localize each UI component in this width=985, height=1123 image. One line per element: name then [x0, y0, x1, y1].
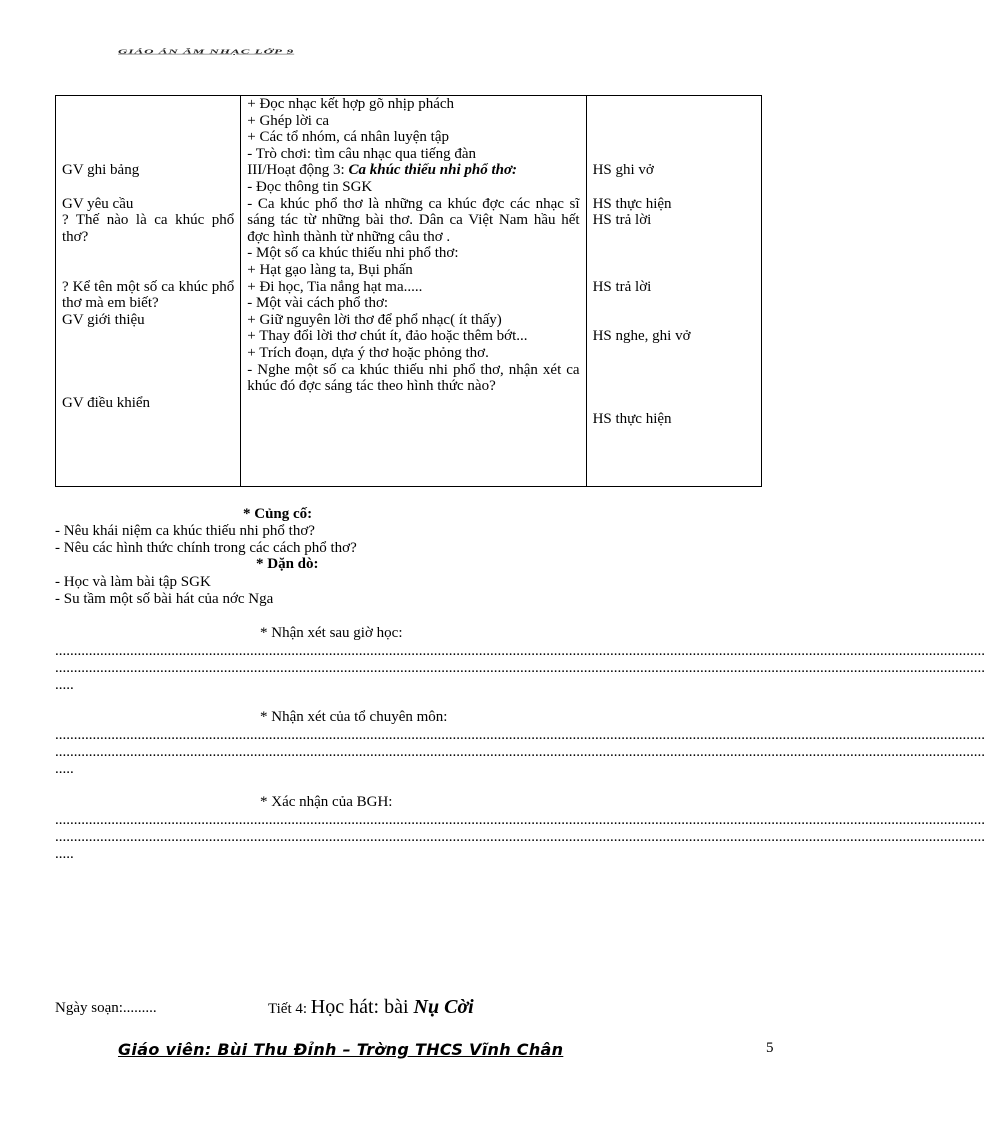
list-item: + Các tổ nhóm, cá nhân luyện tập: [247, 129, 449, 146]
list-item: - Một vài cách phổ thơ:: [247, 295, 389, 312]
list-item: + Đi học, Tia nắng hạt ma.....: [247, 278, 423, 295]
table-cell: GV điều khiển: [62, 394, 151, 411]
student-activity-column: [586, 96, 761, 487]
consolidation-title: * Củng cố:: [243, 506, 313, 522]
dotted-line: ........................................................................................................................................................................................................................................................: [55, 643, 985, 659]
homework-item: - Su tầm một số bài hát của nớc Nga: [55, 591, 274, 607]
list-item: - Ca khúc phổ thơ là những ca khúc đợc các nhạc sĩ sáng tác từ những bài thơ. Dân ca Việt Nam hầu hết đợc hình thành từ những câu thơ .: [247, 195, 580, 245]
lesson-table: [55, 95, 762, 487]
table-cell: ? Kể tên một số ca khúc phổ thơ mà em biết?: [62, 278, 235, 312]
homework-title: * Dặn dò:: [256, 556, 319, 572]
dotted-line: ........................................................................................................................................................................................................................................................: [55, 812, 985, 828]
consolidation-item: - Nêu các hình thức chính trong các cách phổ thơ?: [55, 540, 357, 556]
list-item: + Đọc nhạc kết hợp gõ nhịp phách: [247, 96, 455, 112]
table-cell: HS thực hiện: [592, 195, 672, 212]
teacher-activity-column: [56, 96, 241, 487]
table-cell: HS nghe, ghi vở: [592, 328, 691, 345]
list-item: + Hạt gạo làng ta, Bụi phấn: [247, 261, 413, 278]
list-item: - Đọc thông tin SGK: [247, 178, 373, 195]
table-cell: GV giới thiệu: [62, 311, 145, 328]
list-item: - Trò chơi: tìm câu nhạc qua tiếng đàn: [247, 145, 476, 162]
table-cell: GV ghi bảng: [62, 162, 140, 179]
table-cell: ? Thế nào là ca khúc phổ thơ?: [62, 212, 235, 245]
page-number: 5: [766, 1040, 774, 1056]
list-item: + Giữ nguyên lời thơ để phổ nhạc( ít thấy): [247, 311, 502, 328]
table-cell: HS trả lời: [592, 212, 652, 229]
review-title-department: * Nhận xét của tổ chuyên môn:: [260, 709, 448, 725]
list-item: - Một số ca khúc thiếu nhi phổ thơ:: [247, 245, 459, 262]
dotted-line: ........................................................................................................................................................................................................................................................: [55, 744, 985, 760]
list-item: + Ghép lời ca: [247, 112, 330, 129]
list-item: + Trích đoạn, dựa ý thơ hoặc phỏng thơ.: [247, 344, 489, 361]
table-cell: HS thực hiện: [592, 411, 672, 428]
dotted-line: .....: [55, 846, 74, 862]
list-item: + Thay đổi lời thơ chút ít, đảo hoặc thêm bớt...: [247, 328, 528, 345]
dotted-line: ........................................................................................................................................................................................................................................................: [55, 660, 985, 676]
list-item: - Nghe một số ca khúc thiếu nhi phổ thơ, nhận xét ca khúc đó đợc sáng tác theo hình thức nào?: [247, 361, 580, 395]
dotted-line: .....: [55, 677, 74, 693]
dotted-line: ........................................................................................................................................................................................................................................................: [55, 829, 985, 845]
review-title-lesson: * Nhận xét sau giờ học:: [260, 625, 403, 641]
homework-item: - Học và làm bài tập SGK: [55, 574, 211, 590]
lesson-title: Tiết 4: Học hát: bài Nụ Cời: [268, 996, 474, 1018]
dotted-line: ........................................................................................................................................................................................................................................................: [55, 727, 985, 743]
dotted-line: .....: [55, 761, 74, 777]
section-heading: III/Hoạt động 3: Ca khúc thiếu nhi phổ thơ:: [247, 162, 518, 179]
review-title-board: * Xác nhận của BGH:: [260, 794, 393, 810]
teacher-footer: Giáo viên: Bùi Thu Đỉnh – Trờng THCS Vĩnh Chân: [118, 1040, 564, 1059]
table-cell: HS trả lời: [592, 278, 652, 295]
date-label: Ngày soạn:.........: [55, 1000, 157, 1016]
table-cell: GV yêu cầu: [62, 195, 134, 212]
consolidation-item: - Nêu khái niệm ca khúc thiếu nhi phổ thơ?: [55, 523, 315, 539]
running-header: GIÁO ÁN ÂM NHẠC LỚP 9: [118, 48, 295, 55]
table-cell: HS ghi vở: [592, 162, 654, 179]
content-column: [241, 96, 586, 487]
